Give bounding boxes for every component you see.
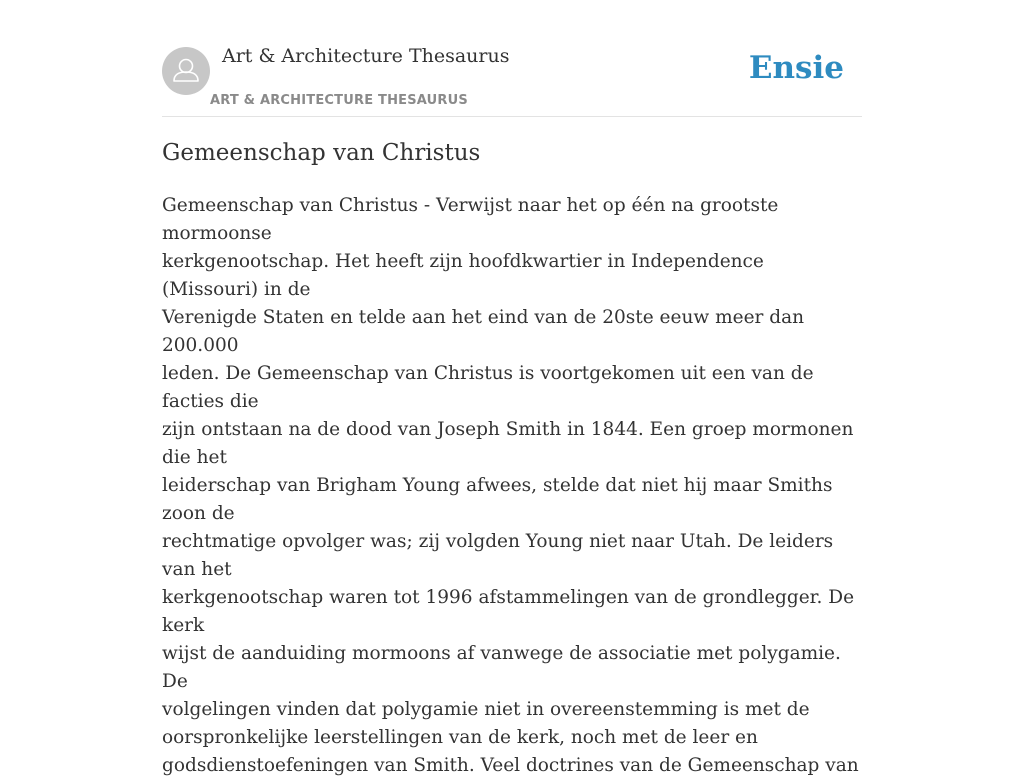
page-title: Gemeenschap van Christus (162, 140, 481, 166)
header (162, 0, 862, 117)
avatar[interactable] (162, 47, 210, 95)
user-icon (162, 47, 210, 95)
author-tag[interactable]: ART & ARCHITECTURE THESAURUS (210, 93, 468, 108)
author-name[interactable]: Art & Architecture Thesaurus (222, 45, 510, 67)
brand-logo[interactable]: Ensie (748, 50, 844, 86)
article-body: Gemeenschap van Christus - Verwijst naar het op één na grootste mormoonse kerkgenootschap. Het heeft zijn hoofdkwartier in Independence (Missouri) in de Verenigde Staten en telde aan het eind van de 20ste eeuw meer dan 200.000 leden. De Gemeenschap van Christus is voortgekomen uit een van de facties die zijn ontstaan na de dood van Joseph Smith in 1844. Een groep mormonen die het leiderschap van Brigham Young afwees, stelde dat niet hij maar Smiths zoon de rechtmatige opvolger was; zij volgden Young niet naar Utah. De leiders van het kerkgenootschap waren tot 1996 afstammelingen van de grondlegger. De kerk wijst de aanduiding mormoons af vanwege de associatie met polygamie. De volgelingen vinden dat polygamie niet in overeenstemming is met de oorspronkelijke leerstellingen van de kerk, noch met de leer en godsdienstoefeningen van Smith. Veel doctrines van de Gemeenschap van (162, 195, 859, 776)
